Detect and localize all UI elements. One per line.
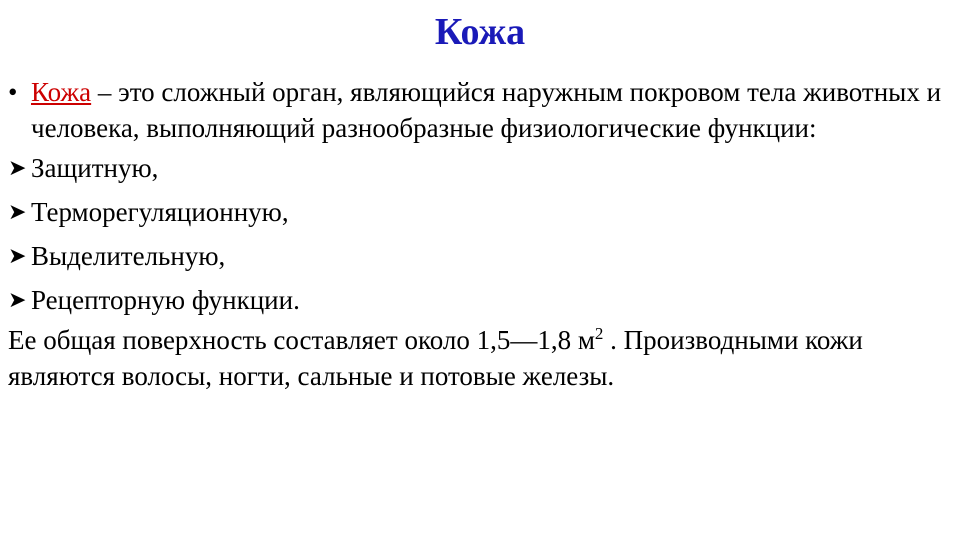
slide-title: Кожа <box>434 11 526 53</box>
closing-superscript: 2 <box>594 324 604 343</box>
closing-text-before: Ее общая поверхность составляет около 1,5—1,8 м <box>8 325 595 355</box>
list-item <box>8 278 953 322</box>
closing-text-after: . Производными кожи являются волосы, ногти, сальные и потовые железы. <box>8 325 863 391</box>
definition-paragraph <box>8 74 953 146</box>
list-item-text: Защитную, <box>31 153 159 183</box>
list-item <box>8 190 953 234</box>
list-item <box>8 146 953 190</box>
bullet-dot-icon: • <box>8 77 18 107</box>
slide-body <box>8 74 953 394</box>
list-item-text: Рецепторную функции. <box>31 285 300 315</box>
definition-text: – это сложный орган, являющийся наружным покровом тела животных и человека, выполняющий разнообразные физиологические функции: <box>31 77 942 143</box>
definition-term: Кожа <box>31 77 92 107</box>
functions-list <box>8 146 953 322</box>
list-item <box>8 234 953 278</box>
list-item-text: Выделительную, <box>31 241 226 271</box>
arrow-bullet-icon: ➤ <box>8 288 27 313</box>
arrow-bullet-icon: ➤ <box>8 156 27 181</box>
list-item-text: Терморегуляционную, <box>31 197 289 227</box>
arrow-bullet-icon: ➤ <box>8 244 27 269</box>
arrow-bullet-icon: ➤ <box>8 200 27 225</box>
closing-paragraph <box>8 322 953 394</box>
